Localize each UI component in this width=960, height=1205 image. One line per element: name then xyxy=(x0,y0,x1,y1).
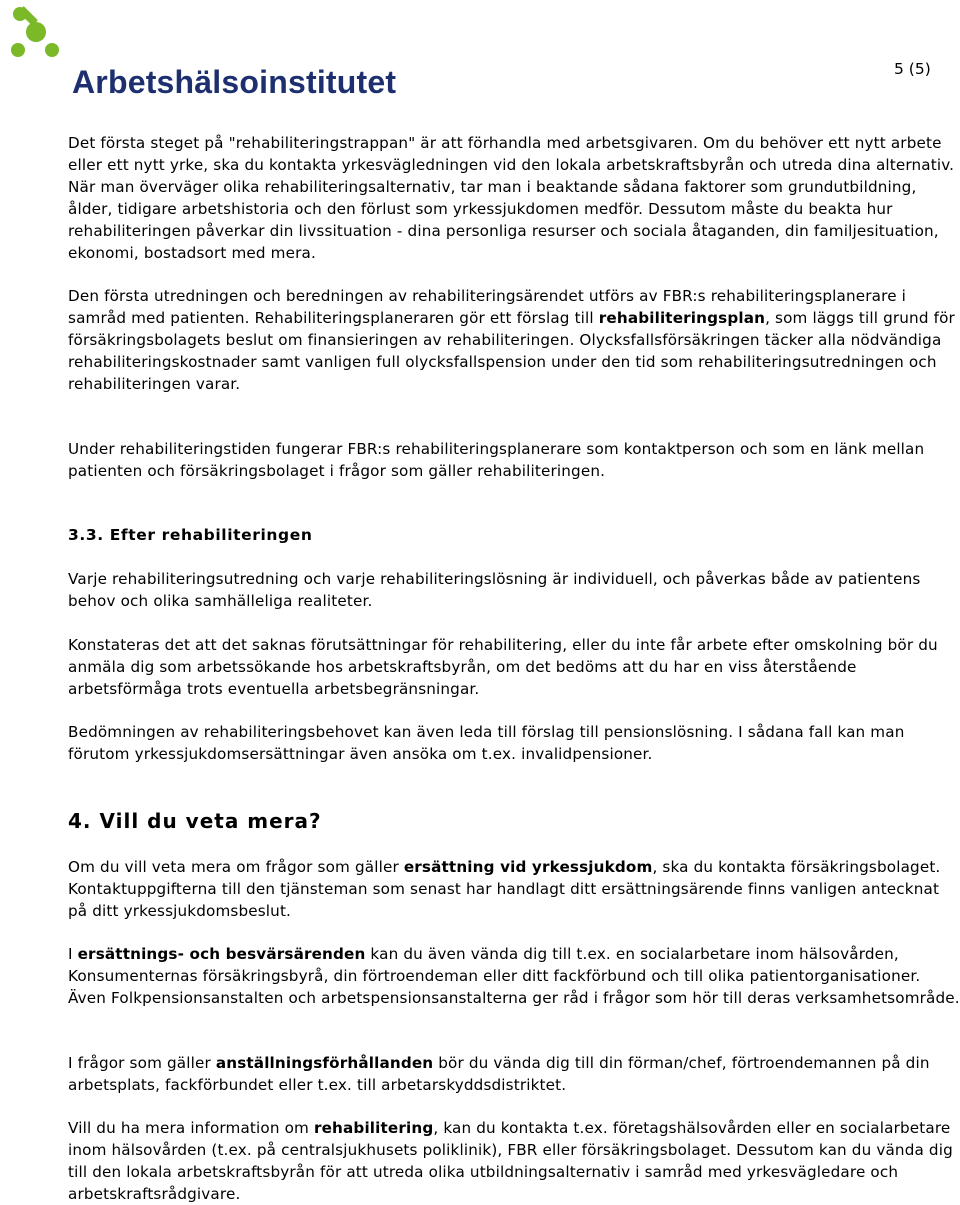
organization-logo xyxy=(6,4,406,104)
text-run: Den första utredningen och beredningen av rehabiliteringsärendet utförs av FBR:s rehabiliteringsplanerare i samråd med patienten. Rehabiliteringsplaneraren gör ett förslag till xyxy=(68,287,907,327)
bold-term: rehabilitering xyxy=(313,1119,434,1137)
paragraph xyxy=(68,1052,960,1096)
paragraph: Under rehabiliteringstiden fungerar FBR:s rehabiliteringsplanerare som kontaktperson och som en länk mellan patienten och försäkringsbolaget i frågor som gäller rehabiliteringen. xyxy=(68,440,925,480)
bold-term: anställningsförhållanden xyxy=(215,1054,434,1072)
text-run: I xyxy=(68,945,78,963)
text-run: bör du vända dig till din förman/chef, förtroendemannen på din arbetsplats, fackförbundet eller t.ex. till arbetarskyddsdistriktet. xyxy=(68,1054,930,1094)
paragraph: Varje rehabiliteringsutredning och varje rehabiliteringslösning är individuell, och påverkas både av patientens behov och olika samhälleliga realiteter. xyxy=(68,570,921,610)
section-heading: 4. Vill du veta mera? xyxy=(68,809,322,833)
paragraph xyxy=(68,285,960,395)
paragraph xyxy=(68,943,960,1009)
section-heading: 3.3. Efter rehabiliteringen xyxy=(68,526,313,544)
text-run: Vill du ha mera information om xyxy=(68,1119,314,1137)
logo-text: Arbetshälsoinstitutet xyxy=(72,64,397,100)
page-number: 5 (5) xyxy=(894,60,931,78)
text-run: , som läggs till grund för försäkringsbolagets beslut om finansieringen av rehabiliteringen. Olycksfallsförsäkringen täcker alla nödvändiga rehabiliteringskostnader samt vanligen full olycksfallspension under den tid som rehabiliteringsutredningen och rehabiliteringen varar. xyxy=(68,309,955,393)
paragraph: Bedömningen av rehabiliteringsbehovet kan även leda till förslag till pensionslösning. I sådana fall kan man förutom yrkessjukdomsersättningar även ansöka om t.ex. invalidpensioner. xyxy=(68,723,905,763)
text-run: Om du vill veta mera om frågor som gäller xyxy=(68,858,404,876)
text-run: , kan du kontakta t.ex. företagshälsovården eller en socialarbetare inom hälsovården (t.ex. på centralsjukhusets poliklinik), FBR eller försäkringsbolaget. Dessutom kan du vända dig till den lokala arbetskraftsbyrån för att utreda olika utbildningsalternativ i samråd med yrkesvägledare och arbetskraftsrådgivare. xyxy=(68,1119,953,1203)
bold-term: ersättning vid yrkessjukdom xyxy=(403,858,653,876)
bold-term: ersättnings- och besvärsärenden xyxy=(77,945,366,963)
text-run: I frågor som gäller xyxy=(68,1054,216,1072)
paragraph xyxy=(68,856,960,922)
paragraph: Det första steget på "rehabiliteringstrappan" är att förhandla med arbetsgivaren. Om du behöver ett nytt arbete eller ett nytt yrke, ska du kontakta yrkesvägledningen vid den lokala arbetskraftsbyrån och utreda dina alternativ. När man överväger olika rehabiliteringsalternativ, tar man i beaktande sådana faktorer som grundutbildning, ålder, tidigare arbetshistoria och den förlust som yrkessjukdomen medför. Dessutom måste du beakta hur rehabiliteringen påverkar din livssituation - dina personliga resurser och sociala åtaganden, din familjesituation, ekonomi, bostadsort med mera. xyxy=(68,134,955,262)
bold-term: rehabiliteringsplan xyxy=(598,309,766,327)
text-run: kan du även vända dig till t.ex. en socialarbetare inom hälsovården, Konsumenternas försäkringsbyrå, din förtroendeman eller ditt fackförbund och till olika patientorganisationer. Även Folkpensionsanstalten och arbetspensionsanstalterna ger råd i frågor som hör till deras verksamhetsområde. xyxy=(68,945,960,1007)
paragraph xyxy=(68,1117,960,1205)
paragraph: Konstateras det att det saknas förutsättningar för rehabilitering, eller du inte får arbete efter omskolning bör du anmäla dig som arbetssökande hos arbetskraftsbyrån, om det bedöms att du har en viss återstående arbetsförmåga trots eventuella arbetsbegränsningar. xyxy=(68,636,938,698)
text-run: , ska du kontakta försäkringsbolaget. Kontaktuppgifterna till den tjänsteman som senast har handlagt ditt ersättningsärende finns vanligen antecknat på ditt yrkessjukdomsbeslut. xyxy=(68,858,941,920)
logo-mark-icon xyxy=(6,4,76,64)
